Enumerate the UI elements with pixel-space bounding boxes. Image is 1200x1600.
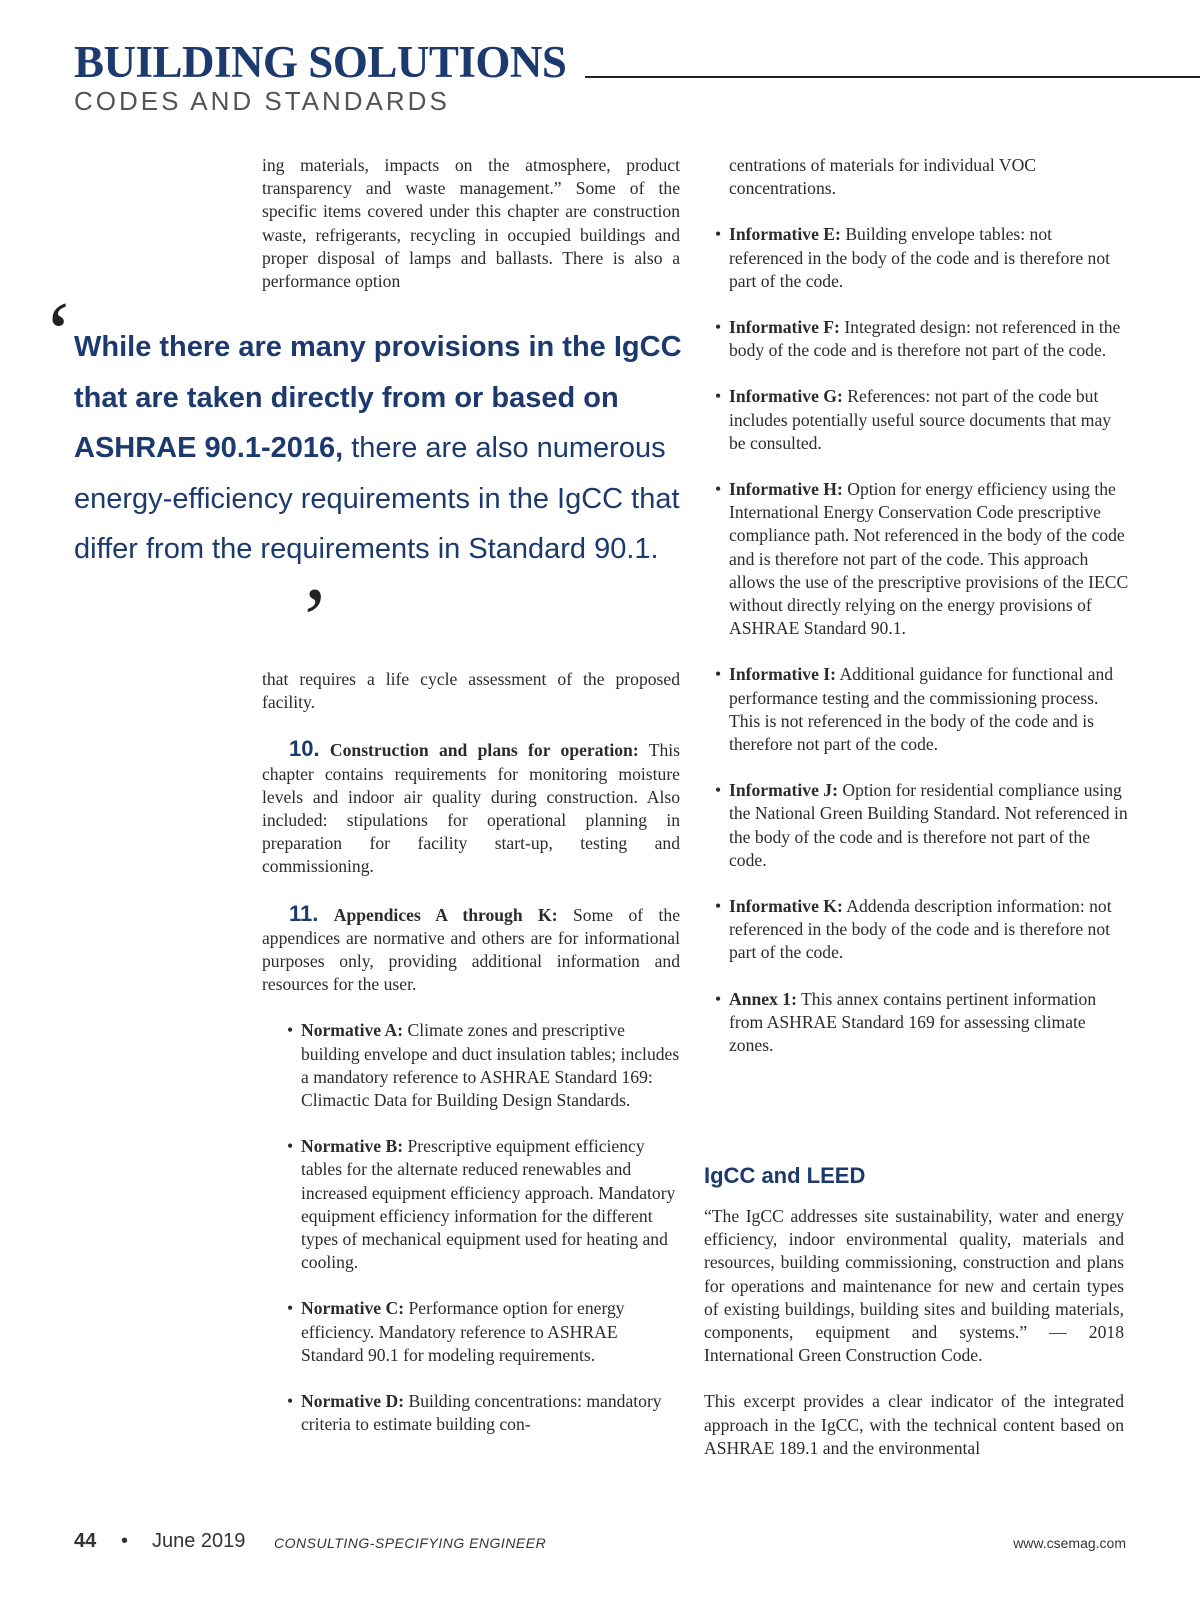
list-text: Building envelope tables: not referenced in the body of the code and is therefore not part of the code. [729, 224, 1111, 291]
bullet: • [287, 1298, 294, 1319]
list-text: Prescriptive equipment efficiency tables for the alternate reduced renewables and increased equipment efficiency approach. Mandatory equipment efficiency information for the different types of mechanical equipment used for heating and cooling. [301, 1136, 676, 1273]
chapter-heading: Appendices A through K: [333, 904, 558, 925]
chapter-10 [262, 737, 680, 878]
list-item [715, 779, 1129, 872]
list-term: Normative B: [301, 1136, 404, 1157]
chapter-number: 11. [289, 900, 319, 926]
list-item [287, 1297, 681, 1367]
issue-date: June 2019 [152, 1530, 246, 1552]
bullet: • [287, 1136, 294, 1157]
informative-list [715, 223, 1129, 1057]
list-term: Annex 1: [729, 988, 797, 1009]
list-text: This annex contains pertinent information from ASHRAE Standard 169 for assessing climate zones. [729, 988, 1097, 1056]
list-term: Informative J: [729, 780, 838, 801]
list-item [715, 663, 1129, 756]
page-number: 44 [74, 1530, 97, 1552]
bullet: • [715, 224, 722, 245]
website-url: www.csemag.com [1013, 1535, 1126, 1551]
list-item [715, 478, 1129, 640]
page-footer [74, 1530, 1126, 1560]
close-quote-mark: ’ [300, 571, 330, 668]
bullet: • [715, 780, 722, 801]
section-subtitle: CODES AND STANDARDS [74, 86, 450, 116]
list-text: Option for residential compliance using the National Green Building Standard. Not referenced in the body of the code and is therefore not part of the code. [729, 780, 1128, 870]
body-paragraph: This excerpt provides a clear indicator of the integrated approach in the IgCC, with the technical content based on ASHRAE 189.1 and the environmental [704, 1391, 1124, 1458]
body-paragraph: centrations of materials for individual VOC concentrations. [729, 155, 1037, 199]
body-paragraph: ing materials, impacts on the atmosphere, product transparency and waste management.” Some of the specific items covered under this chapter are construction waste, refrigerants, recycling in occupied buildings and proper disposal of lamps and ballasts. There is also a performance option [262, 155, 680, 292]
pull-quote [74, 322, 694, 575]
list-item [715, 385, 1129, 455]
list-text: Additional guidance for functional and performance testing and the commissioning process. This is not referenced in the body of the code and is therefore not part of the code. [729, 664, 1114, 755]
list-term: Normative C: [301, 1298, 405, 1319]
list-text: Option for energy efficiency using the International Energy Conservation Code prescriptive compliance path. Not referenced in the body of the code and is therefore not part of the code. This approach allows the use of the prescriptive provisions of the IECC without directly relying on the energy provisions of ASHRAE Standard 90.1. [729, 479, 1129, 639]
section-title: BUILDING SOLUTIONS [74, 37, 567, 87]
bullet: • [715, 664, 722, 685]
list-text: Building concentrations: mandatory criteria to estimate building con- [301, 1391, 662, 1435]
bullet: • [715, 988, 722, 1009]
list-text: Performance option for energy efficiency. Mandatory reference to ASHRAE Standard 90.1 for modeling requirements. [301, 1298, 625, 1365]
list-term: Informative K: [729, 896, 843, 917]
leed-section [704, 1205, 1124, 1460]
left-column-top [262, 154, 680, 293]
list-item [287, 1390, 681, 1436]
publication-name: CONSULTING-SPECIFYING ENGINEER [274, 1535, 547, 1551]
list-term: Normative D: [301, 1391, 405, 1412]
list-term: Normative A: [301, 1020, 404, 1041]
list-term: Informative E: [729, 224, 841, 245]
left-column-bottom [262, 668, 680, 1459]
chapter-text: This chapter contains requirements for monitoring moisture levels and indoor air quality during construction. Also included: stipulations for operational planning in preparation for facility start-up, testing and commissioning. [262, 740, 680, 877]
list-item [287, 1019, 681, 1112]
bullet: • [715, 896, 722, 917]
list-term: Informative G: [729, 386, 843, 407]
bullet: • [715, 317, 722, 338]
subsection-heading: IgCC and LEED [704, 1163, 866, 1188]
body-paragraph: that requires a life cycle assessment of the proposed facility. [262, 669, 680, 713]
normative-list [287, 1019, 681, 1436]
header-rule [585, 76, 1200, 78]
open-quote-mark: ‘ [44, 285, 74, 382]
bullet: • [715, 479, 722, 500]
list-text: References: not part of the code but includes potentially useful source documents that may be consulted. [729, 386, 1112, 453]
bullet: • [287, 1391, 294, 1412]
footer-separator: • [121, 1530, 129, 1552]
list-text: Climate zones and prescriptive building envelope and duct insulation tables; includes a mandatory reference to ASHRAE Standard 169: Climactic Data for Building Design Standards. [301, 1020, 680, 1111]
pull-quote-bold: While there are many provisions in the IgCC that are taken directly from or based on ASHRAE 90.1-2016, [74, 331, 682, 464]
bullet: • [715, 386, 722, 407]
chapter-heading: Construction and plans for operation: [329, 740, 639, 761]
right-column [715, 154, 1129, 1080]
list-term: Informative F: [729, 317, 840, 338]
chapter-11 [262, 902, 680, 997]
list-text: Addenda description information: not referenced in the body of the code and is therefore not part of the code. [729, 896, 1112, 963]
pull-quote-regular: there are also numerous energy-efficiency requirements in the IgCC that differ from the requirements in Standard 90.1. [74, 432, 680, 565]
chapter-number: 10. [289, 736, 320, 762]
list-item [287, 1135, 681, 1274]
list-text: Integrated design: not referenced in the body of the code and is therefore not part of the code. [729, 317, 1121, 361]
list-item [715, 895, 1129, 965]
code-quote: “The IgCC addresses site sustainability, water and energy efficiency, indoor environmental quality, materials and resources, building commissioning, construction and plans for operations and maintenance for new and certain types of existing buildings, building sites and building materials, components, equipment and systems.” — 2018 International Green Construction Code. [704, 1206, 1124, 1366]
list-item [715, 316, 1129, 362]
bullet: • [287, 1020, 294, 1041]
list-term: Informative H: [729, 479, 843, 500]
list-item [715, 223, 1129, 293]
list-item [715, 988, 1129, 1058]
list-term: Informative I: [729, 664, 837, 685]
chapter-text: Some of the appendices are normative and others are for informational purposes only, providing additional information and resources for the user. [262, 904, 680, 995]
